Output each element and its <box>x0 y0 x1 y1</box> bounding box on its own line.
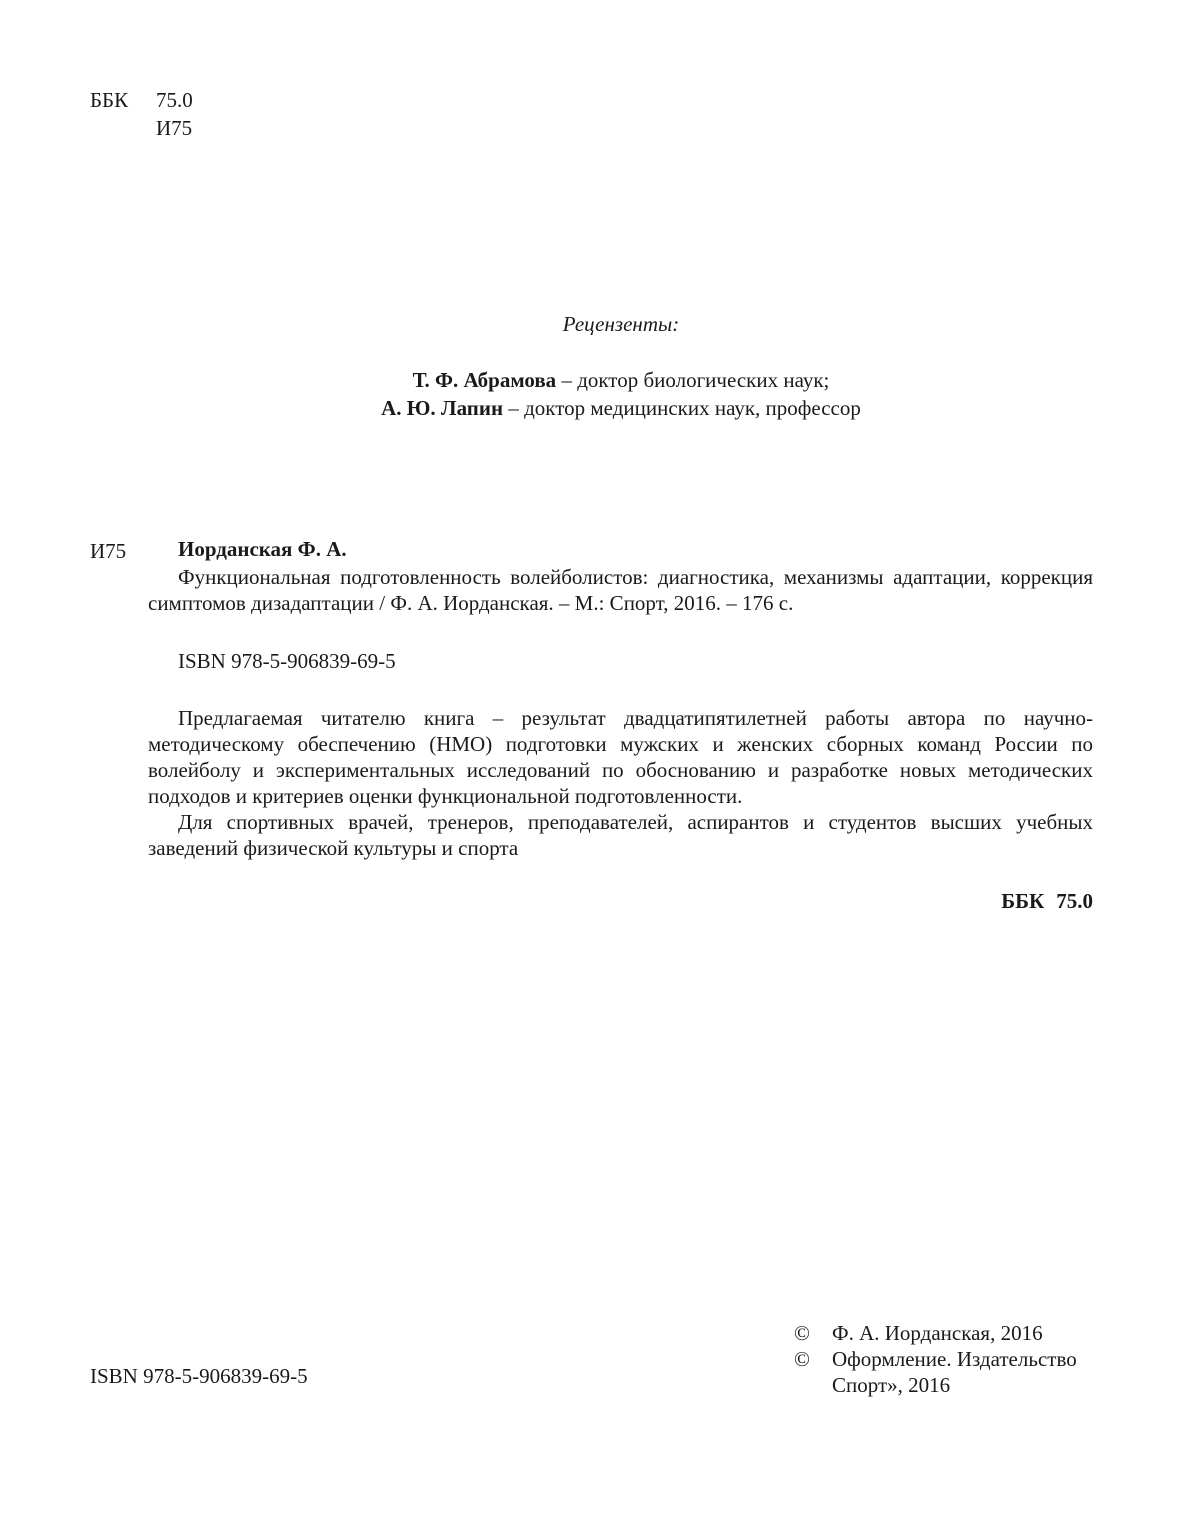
reviewer-2 <box>0 395 1182 421</box>
bottom-bbk-label: ББК <box>1001 889 1045 913</box>
entry-isbn: ISBN 978-5-906839-69-5 <box>178 649 396 673</box>
copyright-symbol: © <box>794 1321 810 1345</box>
reviewers-title: Рецензенты: <box>562 312 680 336</box>
top-bbk-block <box>90 86 193 142</box>
annotation-paragraph-1: Предлагаемая читателю книга – результат двадцатипятилетней работы автора по научно-методическому обеспечению (НМО) подготовки мужских и женских сборных команд России по волейболу и экспериментальных исследований по обоснованию и разработке новых методических подходов и критериев оценки функциональной подготовленности. <box>148 706 1093 808</box>
bottom-bbk <box>1001 888 1093 914</box>
reviewer-2-name: А. Ю. Лапин <box>381 396 504 420</box>
annotation <box>148 705 1093 861</box>
copyright-line-1 <box>794 1320 1104 1346</box>
reviewer-1-description: – доктор биологических наук; <box>556 368 830 392</box>
copyright-line-2 <box>794 1346 1104 1398</box>
top-bbk-label: ББК <box>90 88 129 112</box>
annotation-paragraph-2: Для спортивных врачей, тренеров, преподавателей, аспирантов и студентов высших учебных заведений физической культуры и спорта <box>148 810 1093 860</box>
bottom-bbk-code: 75.0 <box>1056 889 1093 913</box>
reviewer-1-name: Т. Ф. Абрамова <box>412 368 557 392</box>
copyright-symbol: © <box>794 1347 810 1371</box>
copyright-text-2: Оформление. Издательство Спорт», 2016 <box>832 1347 1077 1397</box>
entry-code: И75 <box>90 539 127 563</box>
top-author-mark: И75 <box>156 116 193 140</box>
entry-description: Функциональная подготовленность волейболистов: диагностика, механизмы адаптации, коррекция симптомов дизадаптации / Ф. А. Иорданская. – М.: Спорт, 2016. – 176 с. <box>148 565 1093 615</box>
bottom-isbn: ISBN 978-5-906839-69-5 <box>90 1364 308 1388</box>
reviewer-1 <box>0 367 1182 393</box>
reviewer-2-description: – доктор медицинских наук, профессор <box>503 396 861 420</box>
top-bbk-code: 75.0 <box>156 88 193 112</box>
entry-author: Иорданская Ф. А. <box>178 537 347 561</box>
copyright-text-1: Ф. А. Иорданская, 2016 <box>832 1321 1043 1345</box>
copyright-block <box>794 1320 1104 1398</box>
